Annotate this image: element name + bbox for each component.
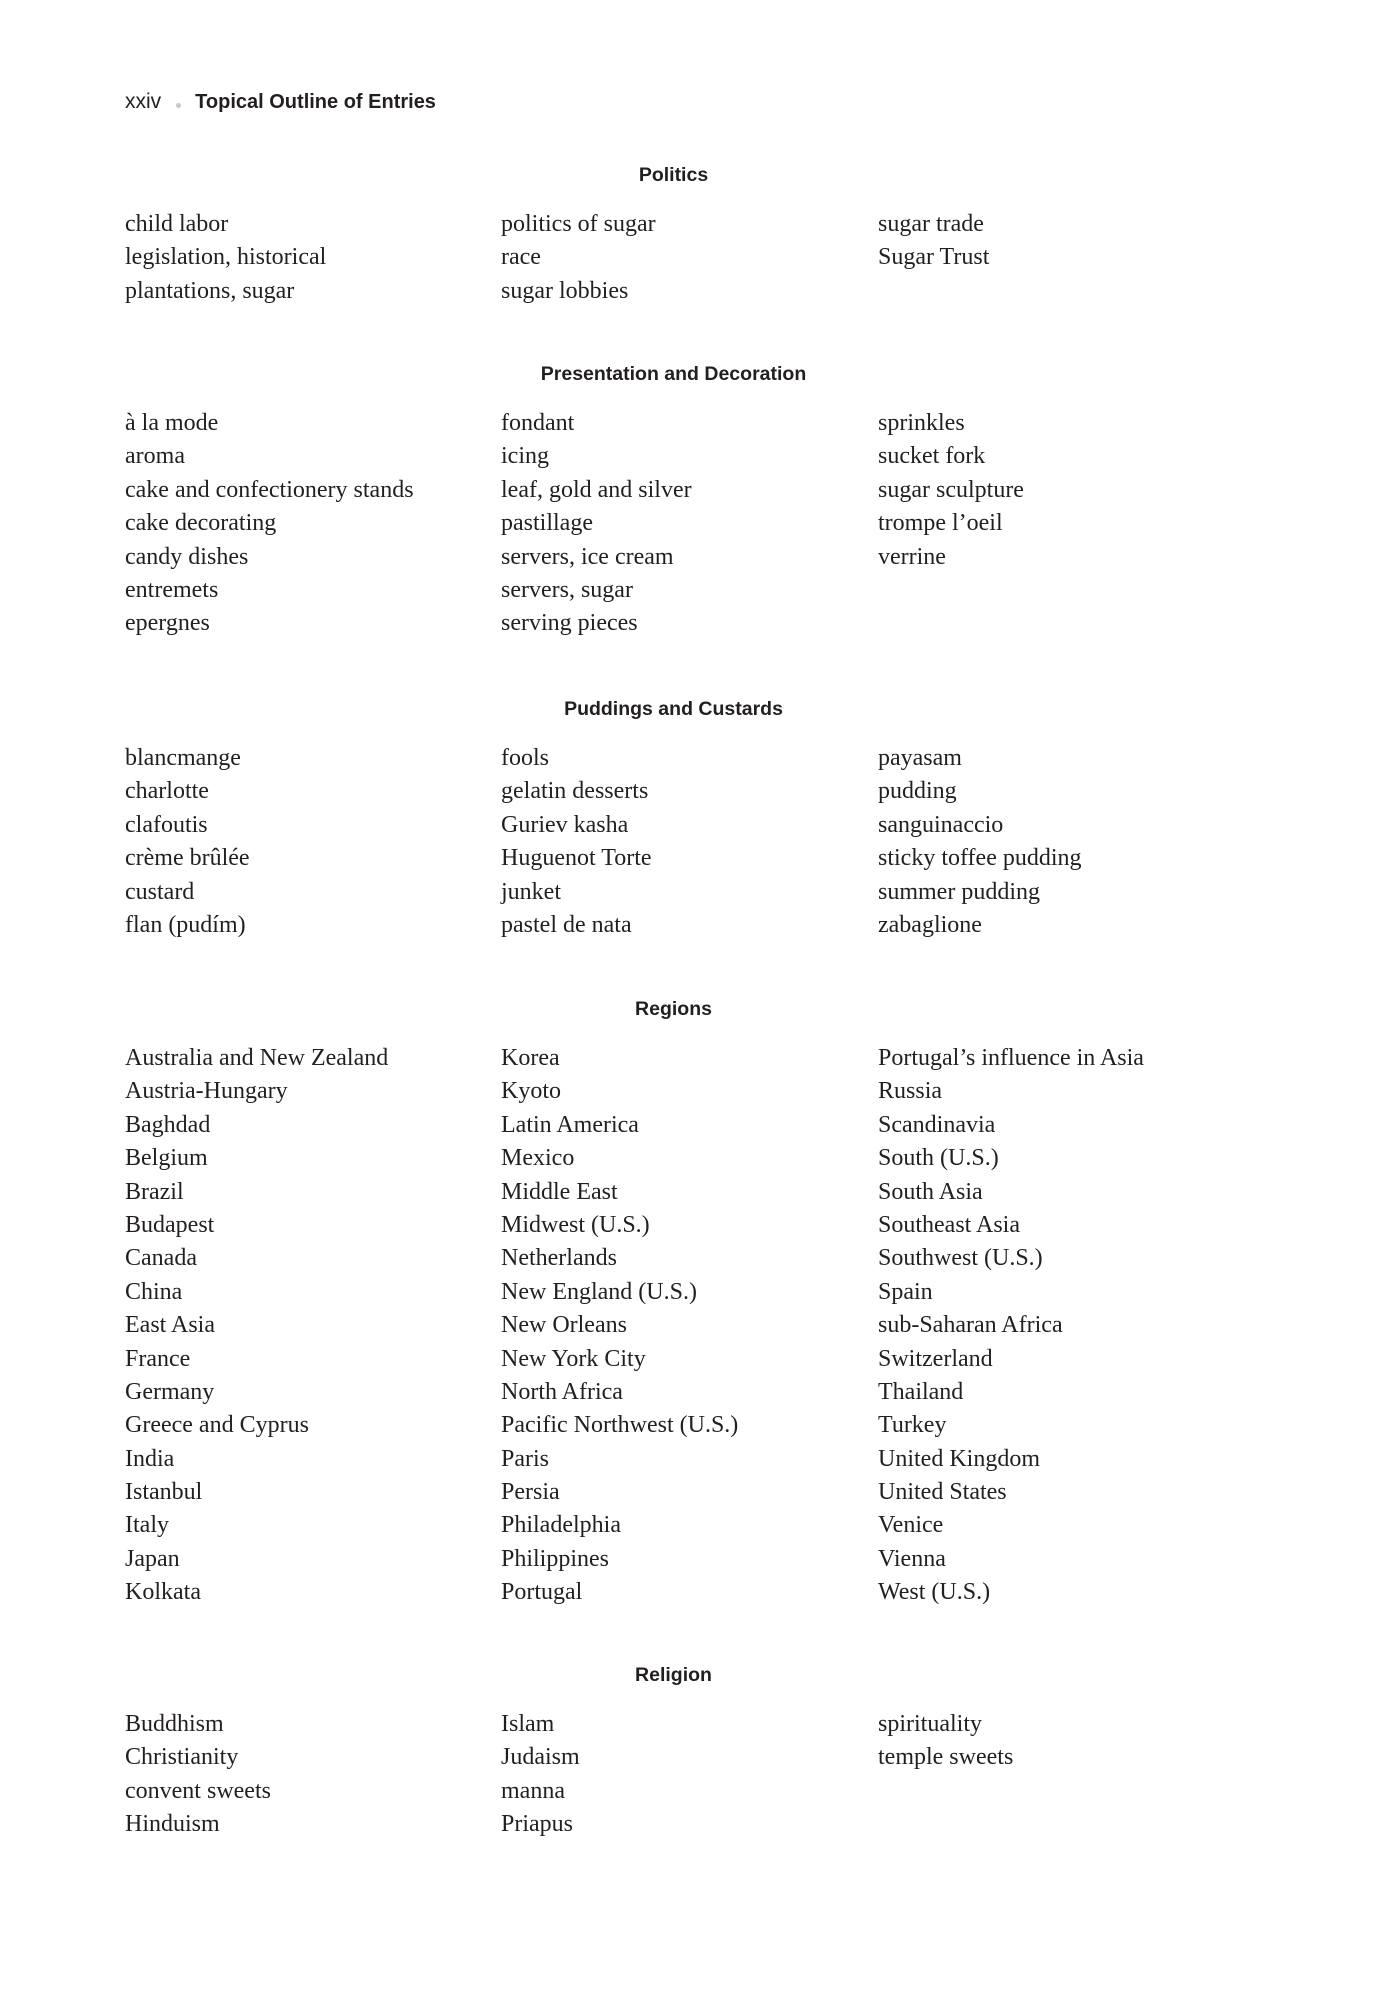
- entry-column-3: [878, 1708, 1256, 1842]
- entry-item: cake decorating: [125, 510, 277, 537]
- entry-item: Greece and Cyprus: [125, 1412, 309, 1439]
- entry-item: servers, sugar: [501, 576, 633, 603]
- entry-item: Australia and New Zealand: [125, 1045, 389, 1071]
- entry-column-2: [501, 1708, 878, 1842]
- entry-item: New York City: [501, 1345, 646, 1372]
- entry-column-1: [125, 407, 501, 641]
- entry-item: Germany: [125, 1378, 215, 1405]
- entry-column-3: [878, 407, 1256, 641]
- entry-item: pastillage: [501, 510, 593, 537]
- entry-item: pudding: [878, 778, 957, 805]
- entry-item: Thailand: [878, 1378, 964, 1405]
- entry-item: spirituality: [878, 1711, 982, 1737]
- entry-item: Latin America: [501, 1111, 639, 1138]
- entry-item: clafoutis: [125, 811, 208, 838]
- section-heading: Presentation and Decoration: [540, 363, 807, 385]
- entry-item: United States: [878, 1479, 1007, 1506]
- entry-item: cake and confectionery stands: [125, 476, 414, 503]
- separator-dot: [176, 103, 181, 108]
- section-politics: [125, 161, 1222, 304]
- entry-item: temple sweets: [878, 1744, 1014, 1771]
- entry-column-2: [501, 1042, 878, 1610]
- entry-item: Christianity: [125, 1744, 239, 1771]
- entry-item: Spain: [878, 1278, 933, 1305]
- entry-item: sugar trade: [878, 211, 984, 237]
- entry-item: fools: [501, 745, 549, 771]
- section-heading: Puddings and Custards: [564, 698, 783, 720]
- entry-item: epergnes: [125, 610, 210, 637]
- entry-item: Brazil: [125, 1178, 184, 1205]
- entry-item: sugar lobbies: [501, 277, 629, 304]
- entry-item: Budapest: [125, 1211, 215, 1238]
- entry-item: Venice: [878, 1512, 944, 1539]
- entry-item: Pacific Northwest (U.S.): [501, 1412, 739, 1439]
- entry-item: Judaism: [501, 1744, 580, 1771]
- section-presentation-and-decoration: [125, 360, 1222, 637]
- entry-item: Baghdad: [125, 1111, 211, 1138]
- entry-column-1: [125, 1042, 501, 1610]
- entry-item: Sugar Trust: [878, 244, 990, 271]
- running-head: [125, 88, 436, 116]
- entry-item: Guriev kasha: [501, 811, 629, 838]
- entry-item: Kyoto: [501, 1078, 561, 1105]
- entry-column-1: [125, 742, 501, 942]
- entry-item: Huguenot Torte: [501, 845, 652, 872]
- entry-column-2: [501, 407, 878, 641]
- entry-item: South Asia: [878, 1178, 983, 1205]
- entry-column-2: [501, 742, 878, 942]
- entry-item: New England (U.S.): [501, 1278, 697, 1305]
- entry-column-3: [878, 208, 1256, 308]
- entry-item: Russia: [878, 1078, 943, 1105]
- entry-item: Priapus: [501, 1811, 573, 1838]
- entry-item: Buddhism: [125, 1711, 224, 1737]
- entry-item: aroma: [125, 443, 185, 470]
- entry-item: servers, ice cream: [501, 543, 674, 570]
- entry-columns: [125, 407, 1256, 641]
- section-puddings-and-custards: [125, 695, 1222, 938]
- entry-item: Middle East: [501, 1178, 618, 1205]
- running-head-title: Topical Outline of Entries: [195, 91, 436, 113]
- entry-item: politics of sugar: [501, 211, 656, 237]
- entry-item: East Asia: [125, 1312, 215, 1339]
- entry-item: Scandinavia: [878, 1111, 996, 1138]
- section-heading: Politics: [638, 164, 709, 186]
- section-heading: Regions: [635, 998, 712, 1020]
- entry-column-1: [125, 208, 501, 308]
- page-number: xxiv: [125, 90, 162, 113]
- entry-item: Philippines: [501, 1545, 610, 1572]
- entry-column-2: [501, 208, 878, 308]
- entry-item: Portugal’s influence in Asia: [878, 1045, 1144, 1071]
- entry-item: Hinduism: [125, 1811, 220, 1838]
- entry-item: fondant: [501, 410, 575, 436]
- entry-item: Switzerland: [878, 1345, 993, 1372]
- entry-item: United Kingdom: [878, 1445, 1040, 1472]
- entry-item: sticky toffee pudding: [878, 845, 1082, 872]
- entry-item: candy dishes: [125, 543, 249, 570]
- entry-item: Southeast Asia: [878, 1211, 1020, 1238]
- entry-item: Korea: [501, 1045, 560, 1071]
- entry-item: India: [125, 1445, 175, 1472]
- entry-item: sprinkles: [878, 410, 965, 436]
- entry-item: China: [125, 1278, 183, 1305]
- entry-item: sugar sculpture: [878, 476, 1024, 503]
- entry-item: à la mode: [125, 410, 219, 436]
- entry-columns: [125, 1708, 1256, 1842]
- entry-item: convent sweets: [125, 1777, 271, 1804]
- entry-item: West (U.S.): [878, 1579, 991, 1606]
- entry-item: Japan: [125, 1545, 180, 1572]
- section-religion: [125, 1661, 1222, 1838]
- entry-column-3: [878, 742, 1256, 942]
- entry-item: Mexico: [501, 1145, 575, 1172]
- entry-item: New Orleans: [501, 1312, 627, 1339]
- entry-item: junket: [501, 878, 561, 905]
- entry-column-1: [125, 1708, 501, 1842]
- entry-item: France: [125, 1345, 191, 1372]
- entry-item: charlotte: [125, 778, 209, 805]
- entry-item: Canada: [125, 1245, 197, 1272]
- entry-item: Italy: [125, 1512, 169, 1539]
- entry-item: North Africa: [501, 1378, 623, 1405]
- entry-item: Netherlands: [501, 1245, 617, 1272]
- entry-item: Paris: [501, 1445, 549, 1472]
- entry-item: Istanbul: [125, 1479, 203, 1506]
- entry-item: icing: [501, 443, 549, 470]
- entry-item: verrine: [878, 543, 946, 570]
- entry-item: Midwest (U.S.): [501, 1211, 650, 1238]
- entry-columns: [125, 1042, 1256, 1610]
- entry-item: sanguinaccio: [878, 811, 1004, 838]
- entry-item: custard: [125, 878, 195, 905]
- entry-item: gelatin desserts: [501, 778, 649, 805]
- entry-item: Belgium: [125, 1145, 208, 1172]
- entry-item: Portugal: [501, 1579, 583, 1606]
- entry-item: Austria-Hungary: [125, 1078, 288, 1105]
- entry-item: crème brûlée: [125, 845, 250, 872]
- entry-item: Islam: [501, 1711, 555, 1737]
- entry-column-3: [878, 1042, 1256, 1610]
- entry-item: Southwest (U.S.): [878, 1245, 1043, 1272]
- entry-item: plantations, sugar: [125, 277, 295, 304]
- entry-item: child labor: [125, 211, 229, 237]
- entry-item: Vienna: [878, 1545, 946, 1572]
- entry-item: entremets: [125, 576, 219, 603]
- entry-item: manna: [501, 1777, 565, 1804]
- entry-item: Turkey: [878, 1412, 947, 1439]
- entry-item: Philadelphia: [501, 1512, 621, 1539]
- entry-item: zabaglione: [878, 911, 982, 938]
- entry-item: leaf, gold and silver: [501, 476, 692, 503]
- entry-columns: [125, 742, 1256, 942]
- entry-item: summer pudding: [878, 878, 1040, 905]
- entry-item: sub-Saharan Africa: [878, 1312, 1063, 1339]
- entry-item: blancmange: [125, 745, 241, 771]
- entry-item: serving pieces: [501, 610, 638, 637]
- entry-columns: [125, 208, 1256, 308]
- entry-item: race: [501, 244, 541, 271]
- entry-item: pastel de nata: [501, 911, 632, 938]
- entry-item: payasam: [878, 745, 962, 771]
- entry-item: trompe l’oeil: [878, 510, 1003, 537]
- entry-item: Kolkata: [125, 1579, 201, 1606]
- section-heading: Religion: [635, 1664, 712, 1686]
- entry-item: South (U.S.): [878, 1145, 999, 1172]
- section-regions: [125, 995, 1222, 1606]
- entry-item: sucket fork: [878, 443, 986, 470]
- entry-item: flan (pudím): [125, 911, 246, 938]
- entry-item: Persia: [501, 1479, 560, 1506]
- entry-item: legislation, historical: [125, 244, 327, 271]
